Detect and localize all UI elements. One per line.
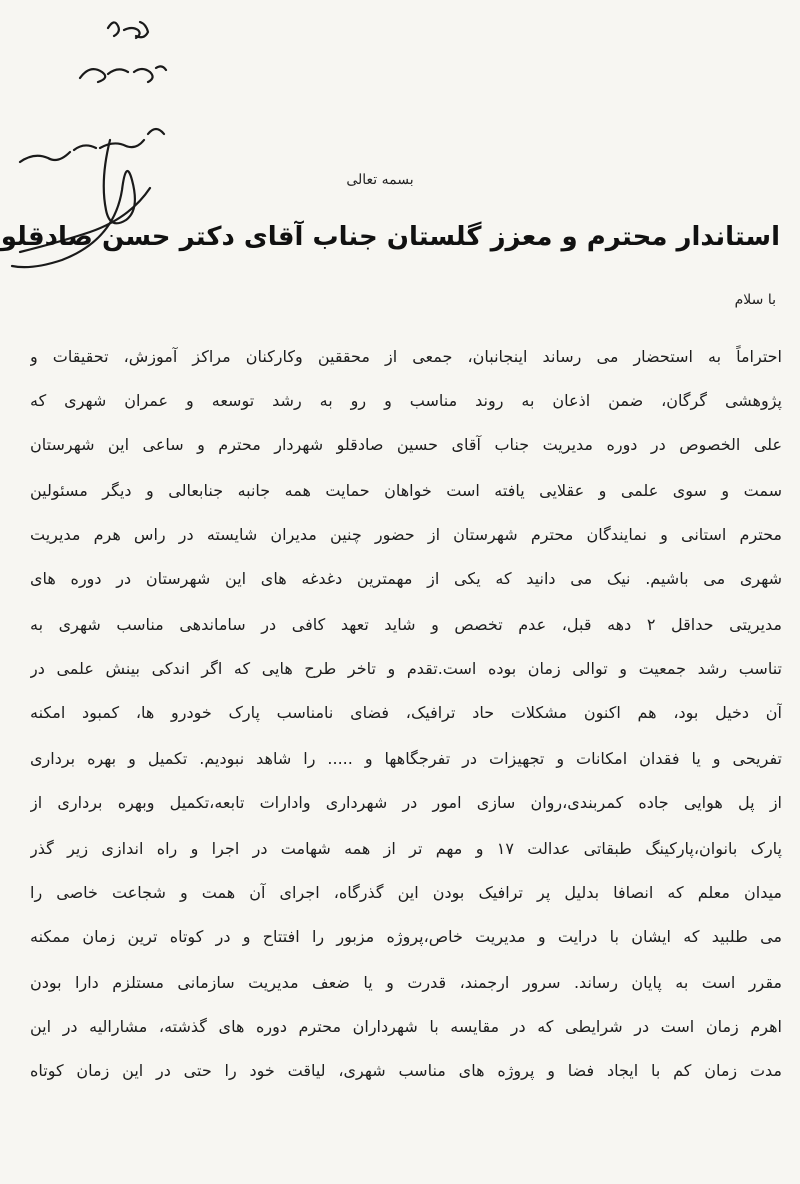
- body-line: محترم استانی و نمایندگان محترم شهرستان از حضور چنین مدیران شایسته در راس هرم مدیریت: [30, 525, 782, 544]
- body-line: پارک بانوان،پارکینگ طبقاتی عدالت ۱۷ و مهم تر از همه شهامت در اجرا و راه اندازی زیر گذر: [30, 839, 782, 858]
- body-line: شهری می باشیم. نیک می دانید که یکی از مهمترین دغدغه های این شهرستان در دوره های: [30, 569, 782, 588]
- body-line: می طلبید که ایشان با درایت و مدیریت خاص،پروژه مزبور را افتتاح و در کوتاه ترین زمان ممکنه: [30, 927, 782, 946]
- invocation-text: بسمه تعالی: [346, 172, 414, 188]
- body-line: مدیریتی حداقل ۲ دهه قبل، عدم تخصص و شاید تعهد کافی در ساماندهی مناسب شهری به: [30, 615, 782, 634]
- handwritten-annotation: [0, 0, 200, 300]
- body-line: مدت زمان کم با ایجاد فضا و پروژه های مناسب شهری، لیاقت خود را حتی در این زمان کوتاه: [30, 1061, 782, 1080]
- body-line: علی الخصوص در دوره مدیریت جناب آقای حسین صادقلو شهردار محترم و ساعی این شهرستان: [30, 435, 782, 454]
- letter-title: استاندار محترم و معزز گلستان جناب آقای دکتر حسن صادقلو: [0, 222, 780, 252]
- body-line: سمت و سوی علمی و عقلایی یافته است خواهان حمایت همه جانبه جنابعالی و دیگر مسئولین: [30, 481, 782, 500]
- body-line: پژوهشی گرگان، ضمن اذعان به روند مناسب و رو به رشد توسعه و عمران شهری که: [30, 391, 782, 410]
- body-line: تناسب رشد جمعیت و توالی زمان بوده است.تقدم و تاخر طرح هایی که اگر اندکی بینش علمی در: [30, 659, 782, 678]
- body-line: از پل هوایی جاده کمربندی،روان سازی امور در شهرداری وادارات تابعه،تکمیل وبهره برداری از: [30, 793, 782, 812]
- body-line: مقرر است به پایان رساند. سرور ارجمند، قدرت و یا ضعف مدیریت سازمانی مستلزم دارا بودن: [30, 973, 782, 992]
- body-line: میدان معلم که انصافا بدلیل پر ترافیک بودن این گذرگاه، اجرای آن همت و شجاعت خاصی را: [30, 883, 782, 902]
- greeting-text: با سلام: [734, 292, 776, 308]
- body-line: اهرم زمان است در شرایطی که در مقایسه با شهرداران محترم دوره های گذشته، مشارالیه در این: [30, 1017, 782, 1036]
- body-line: تفریحی و یا فقدان امکانات و تجهیزات در تفرجگاهها و ..... را شاهد نبودیم. تکمیل و بهره برداری: [30, 749, 782, 768]
- body-line: آن دخیل بود، هم اکنون مشکلات حاد ترافیک، فضای نامناسب پارک خودرو ها، کمبود امکنه: [30, 703, 782, 722]
- body-line: احتراماً به استحضار می رساند اینجانبان، جمعی از محققین وکارکنان مراکز آموزش، تحقیقات و: [30, 347, 782, 366]
